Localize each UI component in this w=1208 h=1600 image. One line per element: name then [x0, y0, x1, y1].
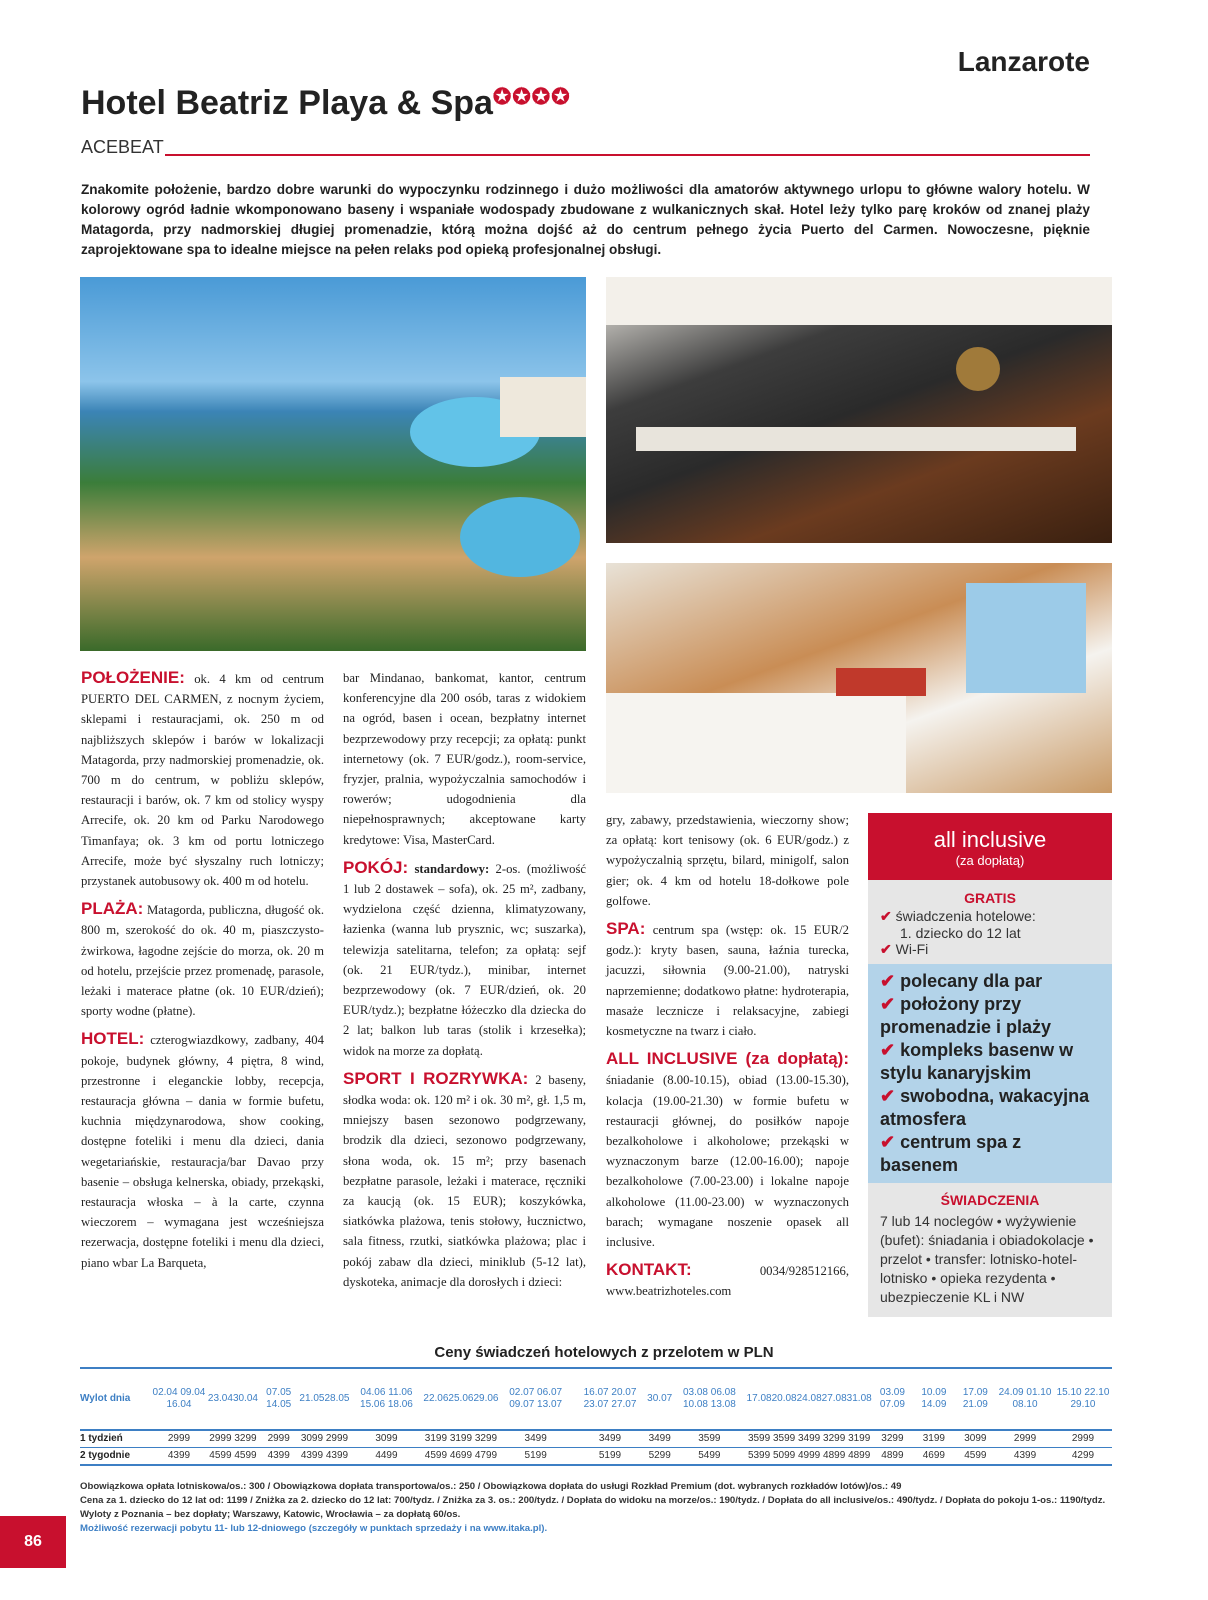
price-cell: 4899	[847, 1448, 872, 1466]
all-inclusive-title: all inclusive	[933, 827, 1047, 852]
price-cell: 5299	[647, 1448, 672, 1466]
check-icon: ✔	[880, 1040, 896, 1060]
date-cell: 03.09 07.09	[879, 1387, 905, 1410]
date-cell: 07.05 14.05	[266, 1387, 292, 1410]
date-cell: 25.06	[448, 1393, 474, 1404]
price-cell: 3599	[672, 1430, 746, 1448]
price-cell: 4399	[299, 1448, 324, 1466]
price-cell: 5199	[498, 1448, 572, 1466]
check-icon: ✔	[880, 941, 892, 957]
price-cell: 4599	[423, 1448, 448, 1466]
price-cell: 5199	[573, 1448, 647, 1466]
date-cell: 24.09 01.10 08.10	[998, 1387, 1052, 1410]
price-cell: 3299	[872, 1430, 913, 1448]
table-row	[80, 1430, 1112, 1448]
section-text: 2 baseny, słodka woda: ok. 120 m² i ok. 30 m², gł. 1,5 m, mniejszy basen sezonowo podgrzewany, brodzik dla dzieci, sezonowo podgrzewany, słona woda, ok. 15 m²; przy basenach bezpłatne parasole, leżaki i materace, ręczniki za kaucją (ok. 15 EUR); koszykówka, siatkówka plażowa, tenis stołowy, łucznictwo, sala fitness, rzutki, siatkówka plażowa; plac i pokój zabaw dla dzieci, miniklub (5-12 lat), dyskoteka, animacje dla dorosłych i dzieci:	[343, 1072, 586, 1289]
date-cell: 17.08	[746, 1393, 772, 1404]
section-text: bar Mindanao, bankomat, kantor, centrum konferencyjne dla 200 osób, taras z widokiem na ogród, basen i ocean, bezpłatny internet bezprzewodowy przy recepcji; za opłatą: punkt internetowy (ok. 7 EUR/godz.), room-service, fryzjer, pralnia, wypożyczalnia samochodów i rowerów; udogodnienia dla niepełnosprawnych; akceptowane karty kredytowe: Visa, MasterCard.	[343, 671, 586, 847]
price-cell: 5499	[672, 1448, 746, 1466]
intro-text: Znakomite położenie, bardzo dobre warunki do wypoczynku rodzinnego i dużo możliwości dla amatorów aktywnego urlopu to główne walory hotelu. W kolorowy ogród ładnie wkomponowano baseny i wspaniałe wodospady zbudowane z wulkanicznych skał. Hotel leży tylko parę kroków od znanej plaży Matagorda, przy nadmorskiej długiej promenadzie, którą można dojść aż do centrum pełnego życia Puerto del Carmen. Nowoczesne, pięknie zaprojektowane spa to idealne miejsce na pełen relaks pod opieką profesjonalnej obsługi.	[81, 182, 1090, 257]
row-label: 1 tydzień	[80, 1430, 150, 1448]
region-title: Lanzarote	[957, 46, 1090, 77]
date-cell: 16.07 20.07 23.07 27.07	[583, 1387, 637, 1410]
room-type: standardowy:	[414, 861, 490, 876]
highlight-item: ✔ kompleks basenw w stylu kanaryjskim	[880, 1040, 1074, 1083]
window-shape	[966, 583, 1086, 693]
highlight-item: ✔ położony przy promenadzie i plaży	[880, 994, 1052, 1037]
check-icon: ✔	[880, 971, 896, 991]
price-cell: 2999	[996, 1430, 1054, 1448]
price-cell: 3099	[349, 1430, 423, 1448]
note-line: Wyloty z Poznania – bez dopłaty; Warszawy, Katowic, Wrocławia – za dopłatą 60/os.	[80, 1509, 461, 1520]
price-cell: 3299	[822, 1430, 847, 1448]
date-cell: 02.04 09.04 16.04	[152, 1387, 206, 1410]
section-heading: SPORT I ROZRYWKA:	[343, 1068, 529, 1088]
section-text: 2-os. (możliwość 1 lub 2 dostawek – sofa), ok. 25 m², zadbany, wydzielona część dzienna, klimatyzowany, łazienka (wanna lub prysznic, wc; suszarka), telewizja satelitarna, telefon; za opłatą: sejf (ok. 21 EUR/tydz.), minibar, internet bezprzewodowy (ok. 7 EUR/dzień, ok. 20 EUR/tydz.); bezpłatne łóżeczko dla dziecka do 2 lat; balkon lub taras (stolik i krzesełka); widok na morze za dopłatą.	[343, 861, 587, 1058]
highlight-item: ✔ swobodna, wakacyjna atmosfera	[880, 1086, 1090, 1129]
price-cell: 4699	[448, 1448, 473, 1466]
date-cell: 28.05	[324, 1393, 350, 1404]
section-text: centrum spa (wstęp: ok. 15 EUR/2 godz.): kryty basen, sauna, łaźnia turecka, jacuzzi, siłownia (9.00-21.00), natryski naprzemienne; dodatkowo płatne: hydroterapia, masaże lecznicze i relaksacyjne, zabiegi kosmetyczne na twarz i ciało.	[606, 923, 850, 1039]
gratis-heading: GRATIS	[964, 890, 1016, 906]
price-cell: 3299	[233, 1430, 258, 1448]
section-text: ok. 4 km od centrum PUERTO DEL CARMEN, z nocnym życiem, sklepami i restauracjami, ok. 250 m od najbliższych sklepów i barów w lokalizacji Matagorda, przy nadmorskiej promenadzie, ok. 700 m do centrum, w pobliżu sklepów, restauracji i barów, ok. 7 km od stolicy wyspy Arrecife, ok. 20 km od Parku Narodowego Timanfaya; ok. 3 km od portu lotniczego Arrecife, może być słyszalny ruch lotniczy; przystanek autobusowy ok. 400 m od hotelu.	[81, 672, 324, 889]
date-cell: 30.04	[232, 1393, 258, 1404]
bed-shape	[606, 693, 906, 793]
price-cell: 4899	[872, 1448, 913, 1466]
section-heading: POKÓJ:	[343, 857, 409, 877]
price-cell: 3599	[772, 1430, 797, 1448]
price-cell: 5399	[747, 1448, 772, 1466]
table-row	[80, 1368, 1112, 1430]
check-icon: ✔	[880, 1086, 896, 1106]
section-heading: SPA:	[606, 919, 646, 939]
date-cell: 29.06	[473, 1393, 499, 1404]
price-notes	[80, 1480, 1112, 1536]
date-cell: 23.04	[207, 1393, 233, 1404]
price-cell: 3499	[797, 1430, 822, 1448]
header-divider	[165, 154, 1090, 156]
price-cell: 3199	[448, 1430, 473, 1448]
date-cell: 22.06	[423, 1393, 449, 1404]
section-heading: ALL INCLUSIVE (za dopłatą):	[606, 1049, 849, 1069]
price-cell: 4999	[797, 1448, 822, 1466]
services-text: 7 lub 14 noclegów • wyżywienie (bufet): śniadania i obiadokolacje • przelot • transfer: lotnisko-hotel-lotnisko • opieka rezydenta • ubezpieczenie KL i NW	[880, 1213, 1094, 1305]
date-cell: 24.08	[796, 1393, 822, 1404]
section-text: Matagorda, publiczna, długość ok. 800 m, szerokość do ok. 40 m, piaszczysto-żwirkowa, łagodne zejście do morza, ok. 20 m od hotelu, przejście przez promenadę, parasole, leżaki i materace płatne (ok. 10 EUR/dzień); sporty wodne (płatne).	[81, 903, 325, 1019]
hotel-code: ACEBEAT	[81, 137, 164, 157]
highlight-item: ✔ centrum spa z basenem	[880, 1132, 1022, 1175]
price-cell: 5099	[772, 1448, 797, 1466]
section-heading: HOTEL:	[81, 1029, 145, 1049]
check-icon: ✔	[880, 1132, 896, 1152]
photo-restaurant	[606, 277, 1112, 543]
date-cell: 15.10 22.10 29.10	[1056, 1387, 1110, 1410]
section-text: czterogwiazdkowy, zadbany, 404 pokoje, budynek główny, 4 piętra, 8 wind, przestronne i eleganckie lobby, recepcja, restauracja główna – dania w formie bufetu, kuchnia międzynarodowa, show cooking, dostępne foteliki i menu dla dzieci, dania wegetariańskie, restauracja/bar Davao przy basenie – obsługa kelnerska, obiady, przekąski, restauracja włoska – à la carte, czynna wieczorem – wymagana jest wcześniejsza rezerwacja, dostępne foteliki i menu dla dzieci, piano wbar La Barqueta,	[81, 1033, 324, 1270]
section-text: śniadanie (8.00-10.15), obiad (13.00-15.30), kolacja (19.00-21.30) w formie bufetu w restauracji głównej, do posiłków napoje bezalkoholowe i alkoholowe; przekąski w wyznaczonym barze (12.00-16.00); napoje bezalkoholowe (7.00-23.00) i lokalne napoje alkoholowe (11.00-23.00) w wyznaczonych barach; wymagane noszenie opasek all inclusive.	[606, 1073, 849, 1250]
gratis-item: 1. dziecko do 12 lat	[900, 925, 1021, 941]
price-cell: 3099	[955, 1430, 996, 1448]
ceiling-shape	[606, 277, 1112, 325]
date-cell: 30.07	[647, 1393, 673, 1404]
date-cell: 27.08	[821, 1393, 847, 1404]
hotel-title	[81, 84, 571, 123]
row-label: Wylot dnia	[80, 1393, 131, 1404]
price-cell: 3499	[498, 1430, 572, 1448]
date-cell: 21.05	[299, 1393, 325, 1404]
price-cell: 4399	[324, 1448, 349, 1466]
section-heading: POŁOŻENIE:	[81, 668, 185, 687]
price-cell: 3099	[299, 1430, 324, 1448]
offer-box	[868, 813, 1112, 1317]
star-rating-icon: ✪✪✪✪	[492, 84, 571, 109]
tables-shape	[636, 427, 1076, 451]
price-cell: 2999	[208, 1430, 233, 1448]
building-shape	[500, 377, 586, 437]
gratis-item: ✔ świadczenia hotelowe:	[880, 908, 1036, 924]
price-cell: 4599	[208, 1448, 233, 1466]
highlight-item: ✔ polecany dla par	[880, 971, 1043, 991]
note-line: Cena za 1. dziecko do 12 lat od: 1199 / Zniżka za 2. dziecko do 12 lat: 700/tydz. / Zniżka za 3. os.: 200/tydz. / Dopłata do widoku na morze/os.: 190/tydz. / Dopłata do all inclusive/os.: 490/tydz. / Dopłata do pokoju 1-os.: 1190/tydz.	[80, 1495, 1106, 1506]
services-heading: ŚWIADCZENIA	[940, 1192, 1040, 1208]
section-text: gry, zabawy, przedstawienia, wieczorny show; za opłatą: kort tenisowy (ok. 6 EUR/godz.) z wypożyczalnią sprzętu, bilard, minigolf, salon gier; ok. 4 km od hotelu 18-dołkowe pole golfowe.	[606, 813, 849, 908]
price-cell: 4599	[233, 1448, 258, 1466]
wall-ornament	[956, 347, 1000, 391]
price-cell: 4599	[955, 1448, 996, 1466]
price-cell: 3199	[913, 1430, 954, 1448]
column-3	[606, 810, 849, 1310]
price-cell: 3199	[423, 1430, 448, 1448]
date-cell: 17.09 21.09	[962, 1387, 988, 1410]
price-cell: 3599	[747, 1430, 772, 1448]
all-inclusive-banner	[868, 813, 1112, 880]
column-1	[81, 668, 324, 1281]
date-cell: 31.08	[846, 1393, 872, 1404]
column-2	[343, 668, 586, 1300]
price-cell: 4499	[349, 1448, 423, 1466]
date-cell: 20.08	[771, 1393, 797, 1404]
section-heading: PLAŻA:	[81, 899, 144, 919]
price-cell: 4899	[822, 1448, 847, 1466]
price-cell: 4399	[258, 1448, 299, 1466]
price-cell: 4399	[996, 1448, 1054, 1466]
date-cell: 03.08 06.08 10.08 13.08	[682, 1387, 736, 1410]
price-cell: 3299	[473, 1430, 498, 1448]
date-cell: 10.09 14.09	[921, 1387, 947, 1410]
services-panel	[868, 1183, 1112, 1317]
price-cell: 3499	[647, 1430, 672, 1448]
price-cell: 3499	[573, 1430, 647, 1448]
price-cell: 4799	[473, 1448, 498, 1466]
price-cell: 2999	[1054, 1430, 1112, 1448]
price-cell: 4299	[1054, 1448, 1112, 1466]
price-cell: 2999	[258, 1430, 299, 1448]
price-cell: 3199	[847, 1430, 872, 1448]
price-cell: 4399	[150, 1448, 208, 1466]
price-cell: 2999	[150, 1430, 208, 1448]
check-icon: ✔	[880, 908, 892, 924]
highlights-panel	[868, 964, 1112, 1183]
row-label: 2 tygodnie	[80, 1448, 150, 1466]
table-row	[80, 1448, 1112, 1466]
price-cell: 2999	[324, 1430, 349, 1448]
photo-pool	[80, 277, 586, 651]
photo-room	[606, 563, 1112, 793]
price-table-title: Ceny świadczeń hotelowych z przelotem w PLN	[434, 1344, 774, 1361]
page-number: 86	[0, 1516, 66, 1568]
date-cell: 04.06 11.06 15.06 18.06	[360, 1387, 413, 1410]
gratis-panel	[868, 880, 1112, 964]
price-cell: 4699	[913, 1448, 954, 1466]
gratis-item: ✔ Wi-Fi	[880, 941, 929, 957]
hotel-name: Hotel Beatriz Playa & Spa	[81, 84, 493, 122]
note-line-link[interactable]: Możliwość rezerwacji pobytu 11- lub 12-dniowego (szczegóły w punktach sprzedaży i na www.itaka.pl).	[80, 1523, 548, 1534]
note-line: Obowiązkowa opłata lotniskowa/os.: 300 / Obowiązkowa dopłata transportowa/os.: 250 / Obowiązkowa dopłata do usługi Rozkład Premium (dot. wybranych rozkładów lotów)/os.: 49	[80, 1481, 902, 1492]
contact-text: 0034/928512166, www.beatrizhoteles.com	[606, 1264, 849, 1299]
price-table	[80, 1367, 1112, 1466]
all-inclusive-subtitle: (za dopłatą)	[955, 853, 1025, 868]
check-icon: ✔	[880, 994, 896, 1014]
date-cell: 02.07 06.07 09.07 13.07	[509, 1387, 563, 1410]
sofa-shape	[836, 668, 926, 696]
section-heading: KONTAKT:	[606, 1260, 692, 1280]
pool-shape	[460, 497, 580, 577]
